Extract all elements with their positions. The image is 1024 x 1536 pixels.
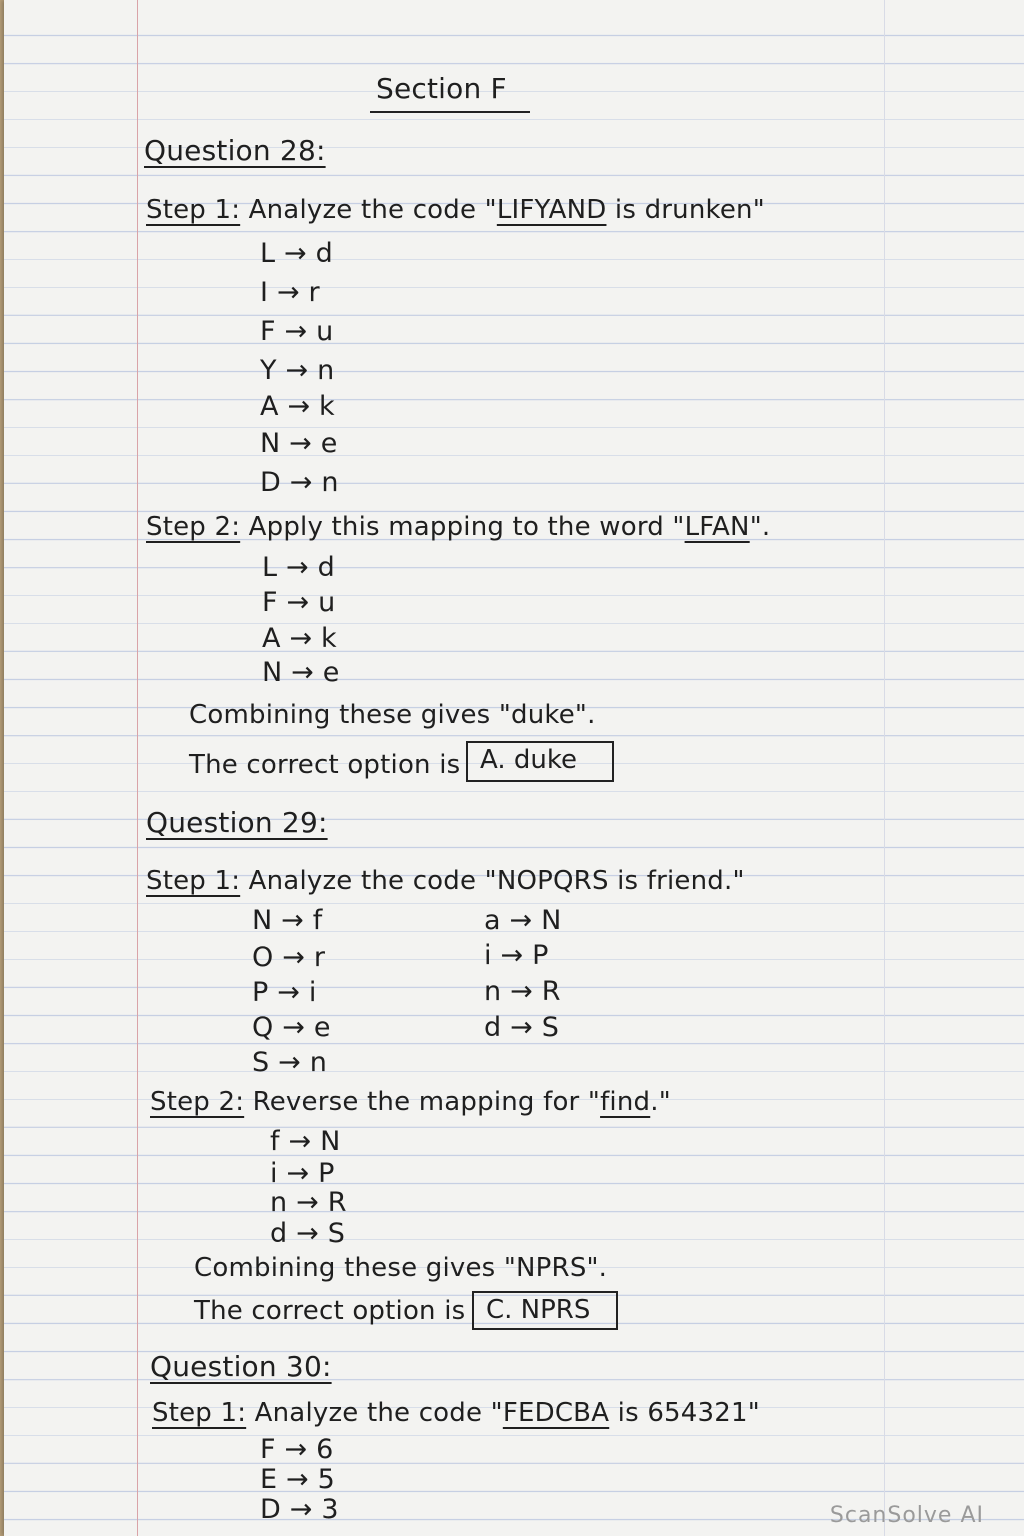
q28-step2-text: Apply this mapping to the word ": [248, 512, 685, 542]
q29-step2-map-row: d → S: [270, 1218, 346, 1249]
q29-map-left-row: N → f: [252, 905, 323, 936]
q28-step2-suffix: ".: [749, 512, 771, 542]
q28-answer-box: A. duke: [466, 741, 614, 782]
q28-step1-label: Step 1:: [146, 195, 241, 225]
notebook-page: [4, 0, 1024, 1536]
q29-step2-map-row: i → P: [270, 1158, 335, 1189]
q29-step2-map-row: f → N: [270, 1126, 341, 1157]
q29-step2-label: Step 2:: [150, 1087, 245, 1117]
q29-map-left-row: P → i: [252, 977, 317, 1008]
q30-step1-suffix: is 654321": [609, 1398, 760, 1428]
q29-step1-text: Analyze the code "NOPQRS is friend.": [248, 866, 745, 896]
q28-map-row: F → u: [260, 316, 334, 347]
q30-map-row: D → 3: [260, 1494, 339, 1525]
q30-heading: Question 30:: [150, 1350, 332, 1383]
q28-answer-text: The correct option is: [189, 750, 461, 780]
q29-step1-label: Step 1:: [146, 866, 241, 896]
watermark: ScanSolve AI: [829, 1503, 984, 1528]
q29-map-left-row: S → n: [252, 1047, 328, 1078]
q28-map-row: D → n: [260, 467, 339, 498]
q30-step1-text: Analyze the code ": [254, 1398, 503, 1428]
q29-map-right-row: a → N: [484, 905, 562, 936]
q30-step1-label: Step 1:: [152, 1398, 247, 1428]
q28-step2-label: Step 2:: [146, 512, 241, 542]
q28-step2-map-row: L → d: [262, 552, 335, 583]
q29-step2-map-row: n → R: [270, 1187, 347, 1218]
q30-step1-line: [152, 1398, 760, 1428]
q28-step1-suffix: is drunken": [606, 195, 765, 225]
q30-map-row: F → 6: [260, 1434, 334, 1465]
q28-heading: Question 28:: [144, 134, 326, 167]
margin-line: [137, 0, 138, 1536]
q28-map-row: I → r: [260, 277, 320, 308]
q29-step2-line: [150, 1087, 671, 1117]
q30-step1-code: FEDCBA: [502, 1398, 610, 1428]
q29-map-left-row: Q → e: [252, 1012, 331, 1043]
q28-combining: Combining these gives "duke".: [189, 700, 596, 730]
q28-step2-map-row: N → e: [262, 657, 340, 688]
q29-map-right-row: d → S: [484, 1012, 560, 1043]
q29-answer-text: The correct option is: [194, 1296, 466, 1326]
q28-step1-code: LIFYAND: [496, 195, 607, 225]
q28-map-row: Y → n: [260, 355, 335, 386]
right-margin-line: [884, 0, 885, 1536]
q28-step2-map-row: A → k: [262, 623, 337, 654]
q29-map-right-row: n → R: [484, 976, 561, 1007]
q28-step2-code: LFAN: [684, 512, 750, 542]
q28-step1-line: [146, 195, 765, 225]
q29-map-left-row: O → r: [252, 942, 326, 973]
q28-map-row: A → k: [260, 391, 335, 422]
q29-step1-line: [146, 866, 745, 896]
title-underline: [370, 111, 530, 113]
q29-answer-box: C. NPRS: [472, 1291, 618, 1330]
q28-step2-line: [146, 512, 770, 542]
q29-step2-code: find: [600, 1087, 651, 1117]
q29-combining: Combining these gives "NPRS".: [194, 1253, 608, 1283]
q29-map-right-row: i → P: [484, 940, 549, 971]
q28-map-row: L → d: [260, 238, 333, 269]
q28-step2-map-row: F → u: [262, 587, 336, 618]
q30-map-row: E → 5: [260, 1464, 336, 1495]
q28-step1-text: Analyze the code ": [248, 195, 497, 225]
q29-heading: Question 29:: [146, 806, 328, 839]
q28-map-row: N → e: [260, 428, 338, 459]
section-title: Section F: [376, 72, 507, 105]
q29-step2-text: Reverse the mapping for ": [252, 1087, 601, 1117]
q29-step2-suffix: .": [650, 1087, 671, 1117]
